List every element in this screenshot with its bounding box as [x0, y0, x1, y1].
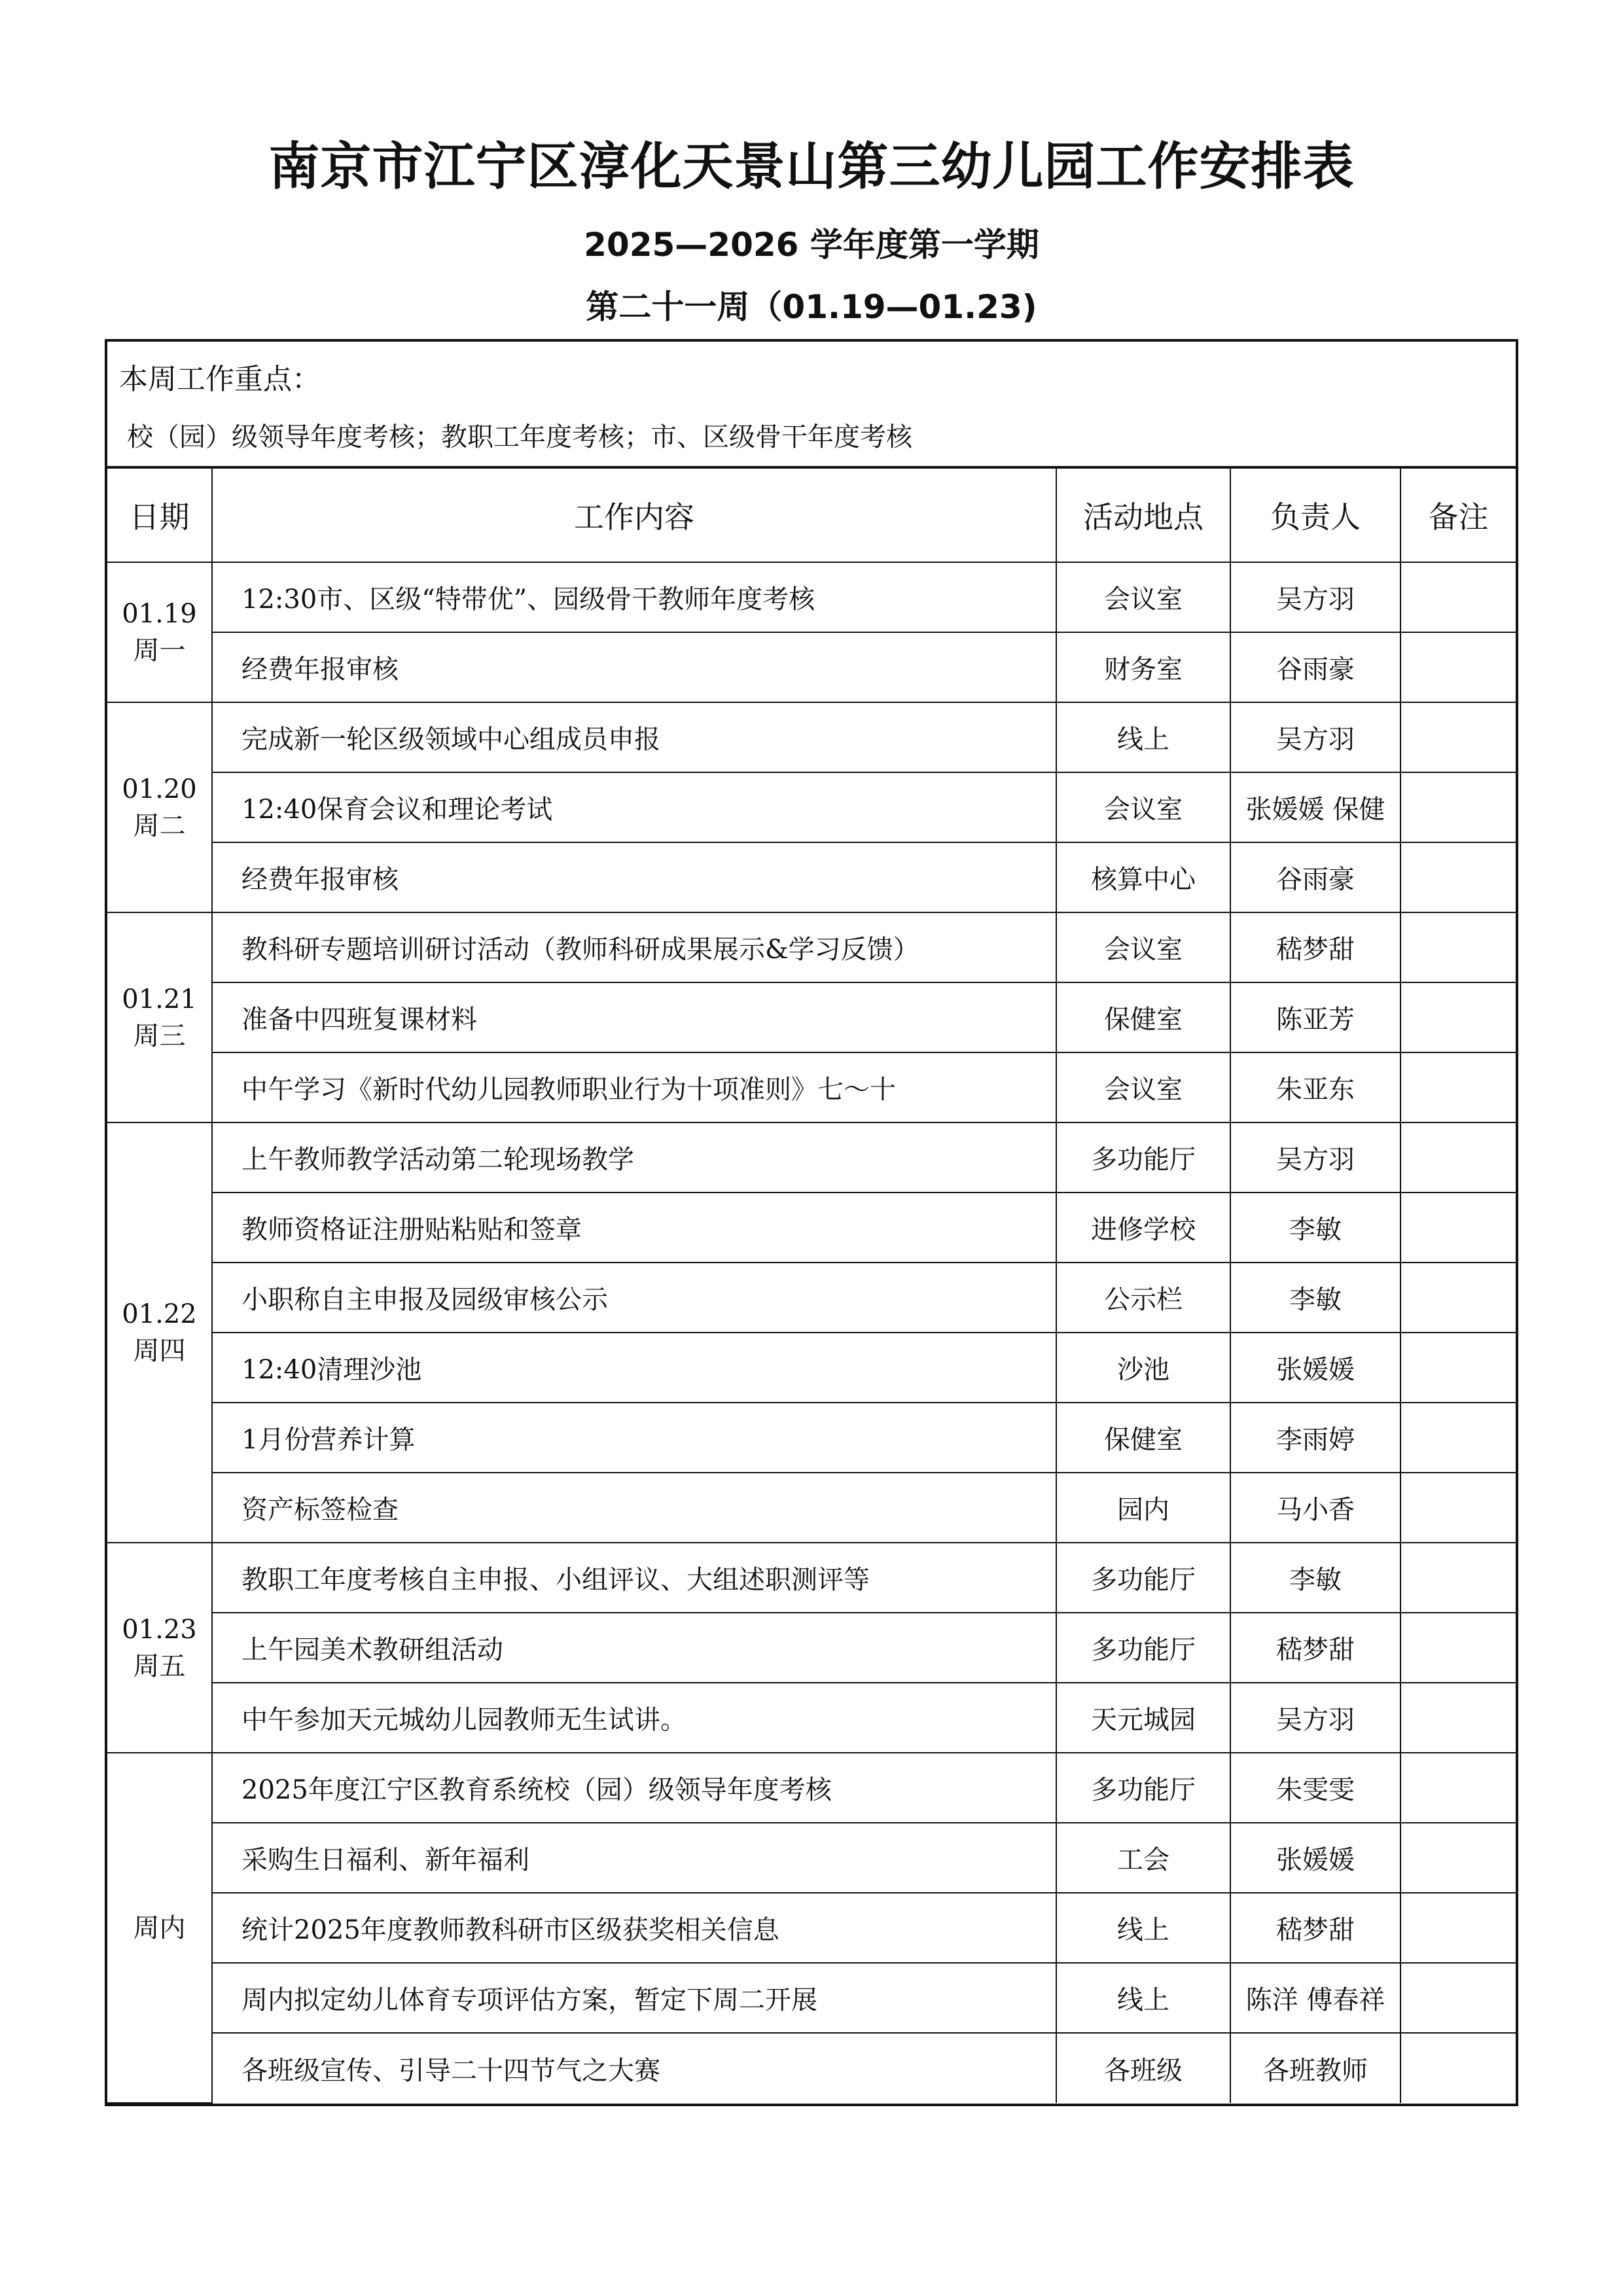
task-note — [1400, 1753, 1516, 1823]
task-person: 陈洋 傅春祥 — [1230, 1963, 1400, 2033]
task-location: 多功能厅 — [1056, 1613, 1230, 1683]
schedule-frame — [105, 339, 1518, 2106]
day-weekday: 周五 — [133, 1651, 186, 1681]
task-note — [1400, 702, 1516, 772]
task-person: 吴方羽 — [1230, 562, 1400, 632]
task-note — [1400, 1403, 1516, 1473]
task-person: 各班教师 — [1230, 2033, 1400, 2103]
task-person: 李敏 — [1230, 1193, 1400, 1263]
table-row — [107, 632, 1516, 702]
column-header-note: 备注 — [1400, 468, 1516, 562]
task-note — [1400, 912, 1516, 982]
weekly-focus-section — [107, 342, 1516, 467]
task-content: 12:40保育会议和理论考试 — [212, 772, 1056, 842]
task-person: 朱亚东 — [1230, 1052, 1400, 1122]
day-weekday: 周二 — [133, 810, 186, 841]
task-note — [1400, 772, 1516, 842]
day-date: 01.19 — [122, 599, 197, 629]
table-row — [107, 772, 1516, 842]
task-location: 会议室 — [1056, 912, 1230, 982]
task-content: 教科研专题培训研讨活动（教师科研成果展示&学习反馈） — [212, 912, 1056, 982]
task-location: 多功能厅 — [1056, 1543, 1230, 1613]
task-location: 财务室 — [1056, 632, 1230, 702]
day-cell — [107, 912, 212, 1122]
schedule-table — [107, 467, 1516, 2104]
task-location: 会议室 — [1056, 1052, 1230, 1122]
task-location: 核算中心 — [1056, 842, 1230, 912]
table-row — [107, 842, 1516, 912]
task-location: 线上 — [1056, 1963, 1230, 2033]
task-content: 准备中四班复课材料 — [212, 982, 1056, 1052]
task-content: 教师资格证注册贴粘贴和签章 — [212, 1193, 1056, 1263]
table-header-row — [107, 468, 1516, 562]
table-row — [107, 1893, 1516, 1963]
task-location: 各班级 — [1056, 2033, 1230, 2103]
table-row — [107, 1193, 1516, 1263]
task-note — [1400, 1823, 1516, 1893]
task-note — [1400, 562, 1516, 632]
day-cell — [107, 1543, 212, 1753]
task-note — [1400, 2033, 1516, 2103]
task-location: 进修学校 — [1056, 1193, 1230, 1263]
task-person: 李雨婷 — [1230, 1403, 1400, 1473]
task-location: 园内 — [1056, 1473, 1230, 1543]
task-content: 上午园美术教研组活动 — [212, 1613, 1056, 1683]
task-content: 12:40清理沙池 — [212, 1333, 1056, 1403]
task-content: 中午学习《新时代幼儿园教师职业行为十项准则》七～十 — [212, 1052, 1056, 1122]
task-content: 小职称自主申报及园级审核公示 — [212, 1263, 1056, 1333]
task-location: 线上 — [1056, 1893, 1230, 1963]
task-note — [1400, 1893, 1516, 1963]
task-person: 谷雨豪 — [1230, 632, 1400, 702]
task-person: 吴方羽 — [1230, 1122, 1400, 1193]
table-row — [107, 1263, 1516, 1333]
day-weekday: 周四 — [133, 1336, 186, 1366]
task-content: 1月份营养计算 — [212, 1403, 1056, 1473]
task-content: 教职工年度考核自主申报、小组评议、大组述职测评等 — [212, 1543, 1056, 1613]
table-row — [107, 1333, 1516, 1403]
task-location: 天元城园 — [1056, 1683, 1230, 1753]
task-content: 采购生日福利、新年福利 — [212, 1823, 1056, 1893]
task-note — [1400, 1263, 1516, 1333]
task-person: 嵇梦甜 — [1230, 912, 1400, 982]
task-note — [1400, 1473, 1516, 1543]
table-row — [107, 1473, 1516, 1543]
task-person: 张媛媛 保健 — [1230, 772, 1400, 842]
task-location: 沙池 — [1056, 1333, 1230, 1403]
day-date: 01.23 — [122, 1614, 197, 1645]
task-content: 12:30市、区级“特带优”、园级骨干教师年度考核 — [212, 562, 1056, 632]
task-note — [1400, 632, 1516, 702]
task-content: 资产标签检查 — [212, 1473, 1056, 1543]
column-header-content: 工作内容 — [212, 468, 1056, 562]
task-note — [1400, 1122, 1516, 1193]
task-content: 2025年度江宁区教育系统校（园）级领导年度考核 — [212, 1753, 1056, 1823]
day-cell — [107, 1122, 212, 1543]
task-content: 完成新一轮区级领域中心组成员申报 — [212, 702, 1056, 772]
task-location: 多功能厅 — [1056, 1753, 1230, 1823]
weekly-focus-label: 本周工作重点： — [119, 363, 321, 396]
task-person: 陈亚芳 — [1230, 982, 1400, 1052]
page-title: 南京市江宁区淳化天景山第三幼儿园工作安排表 — [268, 137, 1355, 196]
task-content: 上午教师教学活动第二轮现场教学 — [212, 1122, 1056, 1193]
task-note — [1400, 1683, 1516, 1753]
column-header-person: 负责人 — [1230, 468, 1400, 562]
task-person: 李敏 — [1230, 1263, 1400, 1333]
task-location: 多功能厅 — [1056, 1122, 1230, 1193]
task-person: 吴方羽 — [1230, 1683, 1400, 1753]
task-location: 保健室 — [1056, 1403, 1230, 1473]
task-person: 嵇梦甜 — [1230, 1893, 1400, 1963]
table-row — [107, 2033, 1516, 2103]
table-row — [107, 1403, 1516, 1473]
task-location: 保健室 — [1056, 982, 1230, 1052]
table-row — [107, 982, 1516, 1052]
table-row — [107, 912, 1516, 982]
task-content: 中午参加天元城幼儿园教师无生试讲。 — [212, 1683, 1056, 1753]
table-row — [107, 1963, 1516, 2033]
task-location: 会议室 — [1056, 772, 1230, 842]
task-note — [1400, 1613, 1516, 1683]
task-person: 张媛媛 — [1230, 1333, 1400, 1403]
task-content: 统计2025年度教师教科研市区级获奖相关信息 — [212, 1893, 1056, 1963]
day-weekday: 周一 — [133, 636, 186, 666]
semester-subtitle: 2025—2026 学年度第一学期 — [584, 226, 1039, 264]
task-content: 经费年报审核 — [212, 842, 1056, 912]
day-weekday: 周三 — [133, 1020, 186, 1051]
task-note — [1400, 1193, 1516, 1263]
task-note — [1400, 1333, 1516, 1403]
day-date: 01.20 — [122, 774, 197, 804]
task-person: 朱雯雯 — [1230, 1753, 1400, 1823]
day-cell — [107, 562, 212, 702]
column-header-date: 日期 — [107, 468, 212, 562]
table-row — [107, 1753, 1516, 1823]
task-note — [1400, 1543, 1516, 1613]
table-row — [107, 562, 1516, 632]
task-note — [1400, 982, 1516, 1052]
task-person: 谷雨豪 — [1230, 842, 1400, 912]
table-row — [107, 1683, 1516, 1753]
table-row — [107, 1613, 1516, 1683]
task-note — [1400, 1963, 1516, 2033]
task-person: 吴方羽 — [1230, 702, 1400, 772]
schedule-body — [107, 562, 1516, 2103]
task-person: 李敏 — [1230, 1543, 1400, 1613]
column-header-location: 活动地点 — [1056, 468, 1230, 562]
table-row — [107, 1823, 1516, 1893]
table-row — [107, 1543, 1516, 1613]
task-person: 张媛媛 — [1230, 1823, 1400, 1893]
day-cell — [107, 702, 212, 912]
task-content: 各班级宣传、引导二十四节气之大赛 — [212, 2033, 1056, 2103]
day-cell — [107, 1753, 212, 2103]
task-person: 马小香 — [1230, 1473, 1400, 1543]
task-note — [1400, 842, 1516, 912]
task-location: 会议室 — [1056, 562, 1230, 632]
weekly-focus-text: 校（园）级领导年度考核；教职工年度考核；市、区级骨干年度考核 — [127, 422, 912, 452]
task-location: 工会 — [1056, 1823, 1230, 1893]
task-location: 线上 — [1056, 702, 1230, 772]
table-row — [107, 1122, 1516, 1193]
table-row — [107, 702, 1516, 772]
day-date: 01.22 — [122, 1299, 197, 1329]
task-location: 公示栏 — [1056, 1263, 1230, 1333]
week-range: 第二十一周（01.19—01.23) — [586, 288, 1037, 326]
task-content: 经费年报审核 — [212, 632, 1056, 702]
task-person: 嵇梦甜 — [1230, 1613, 1400, 1683]
table-row — [107, 1052, 1516, 1122]
day-date: 01.21 — [122, 984, 197, 1014]
task-content: 周内拟定幼儿体育专项评估方案，暂定下周二开展 — [212, 1963, 1056, 2033]
day-weekday: 周内 — [133, 1912, 186, 1943]
task-note — [1400, 1052, 1516, 1122]
